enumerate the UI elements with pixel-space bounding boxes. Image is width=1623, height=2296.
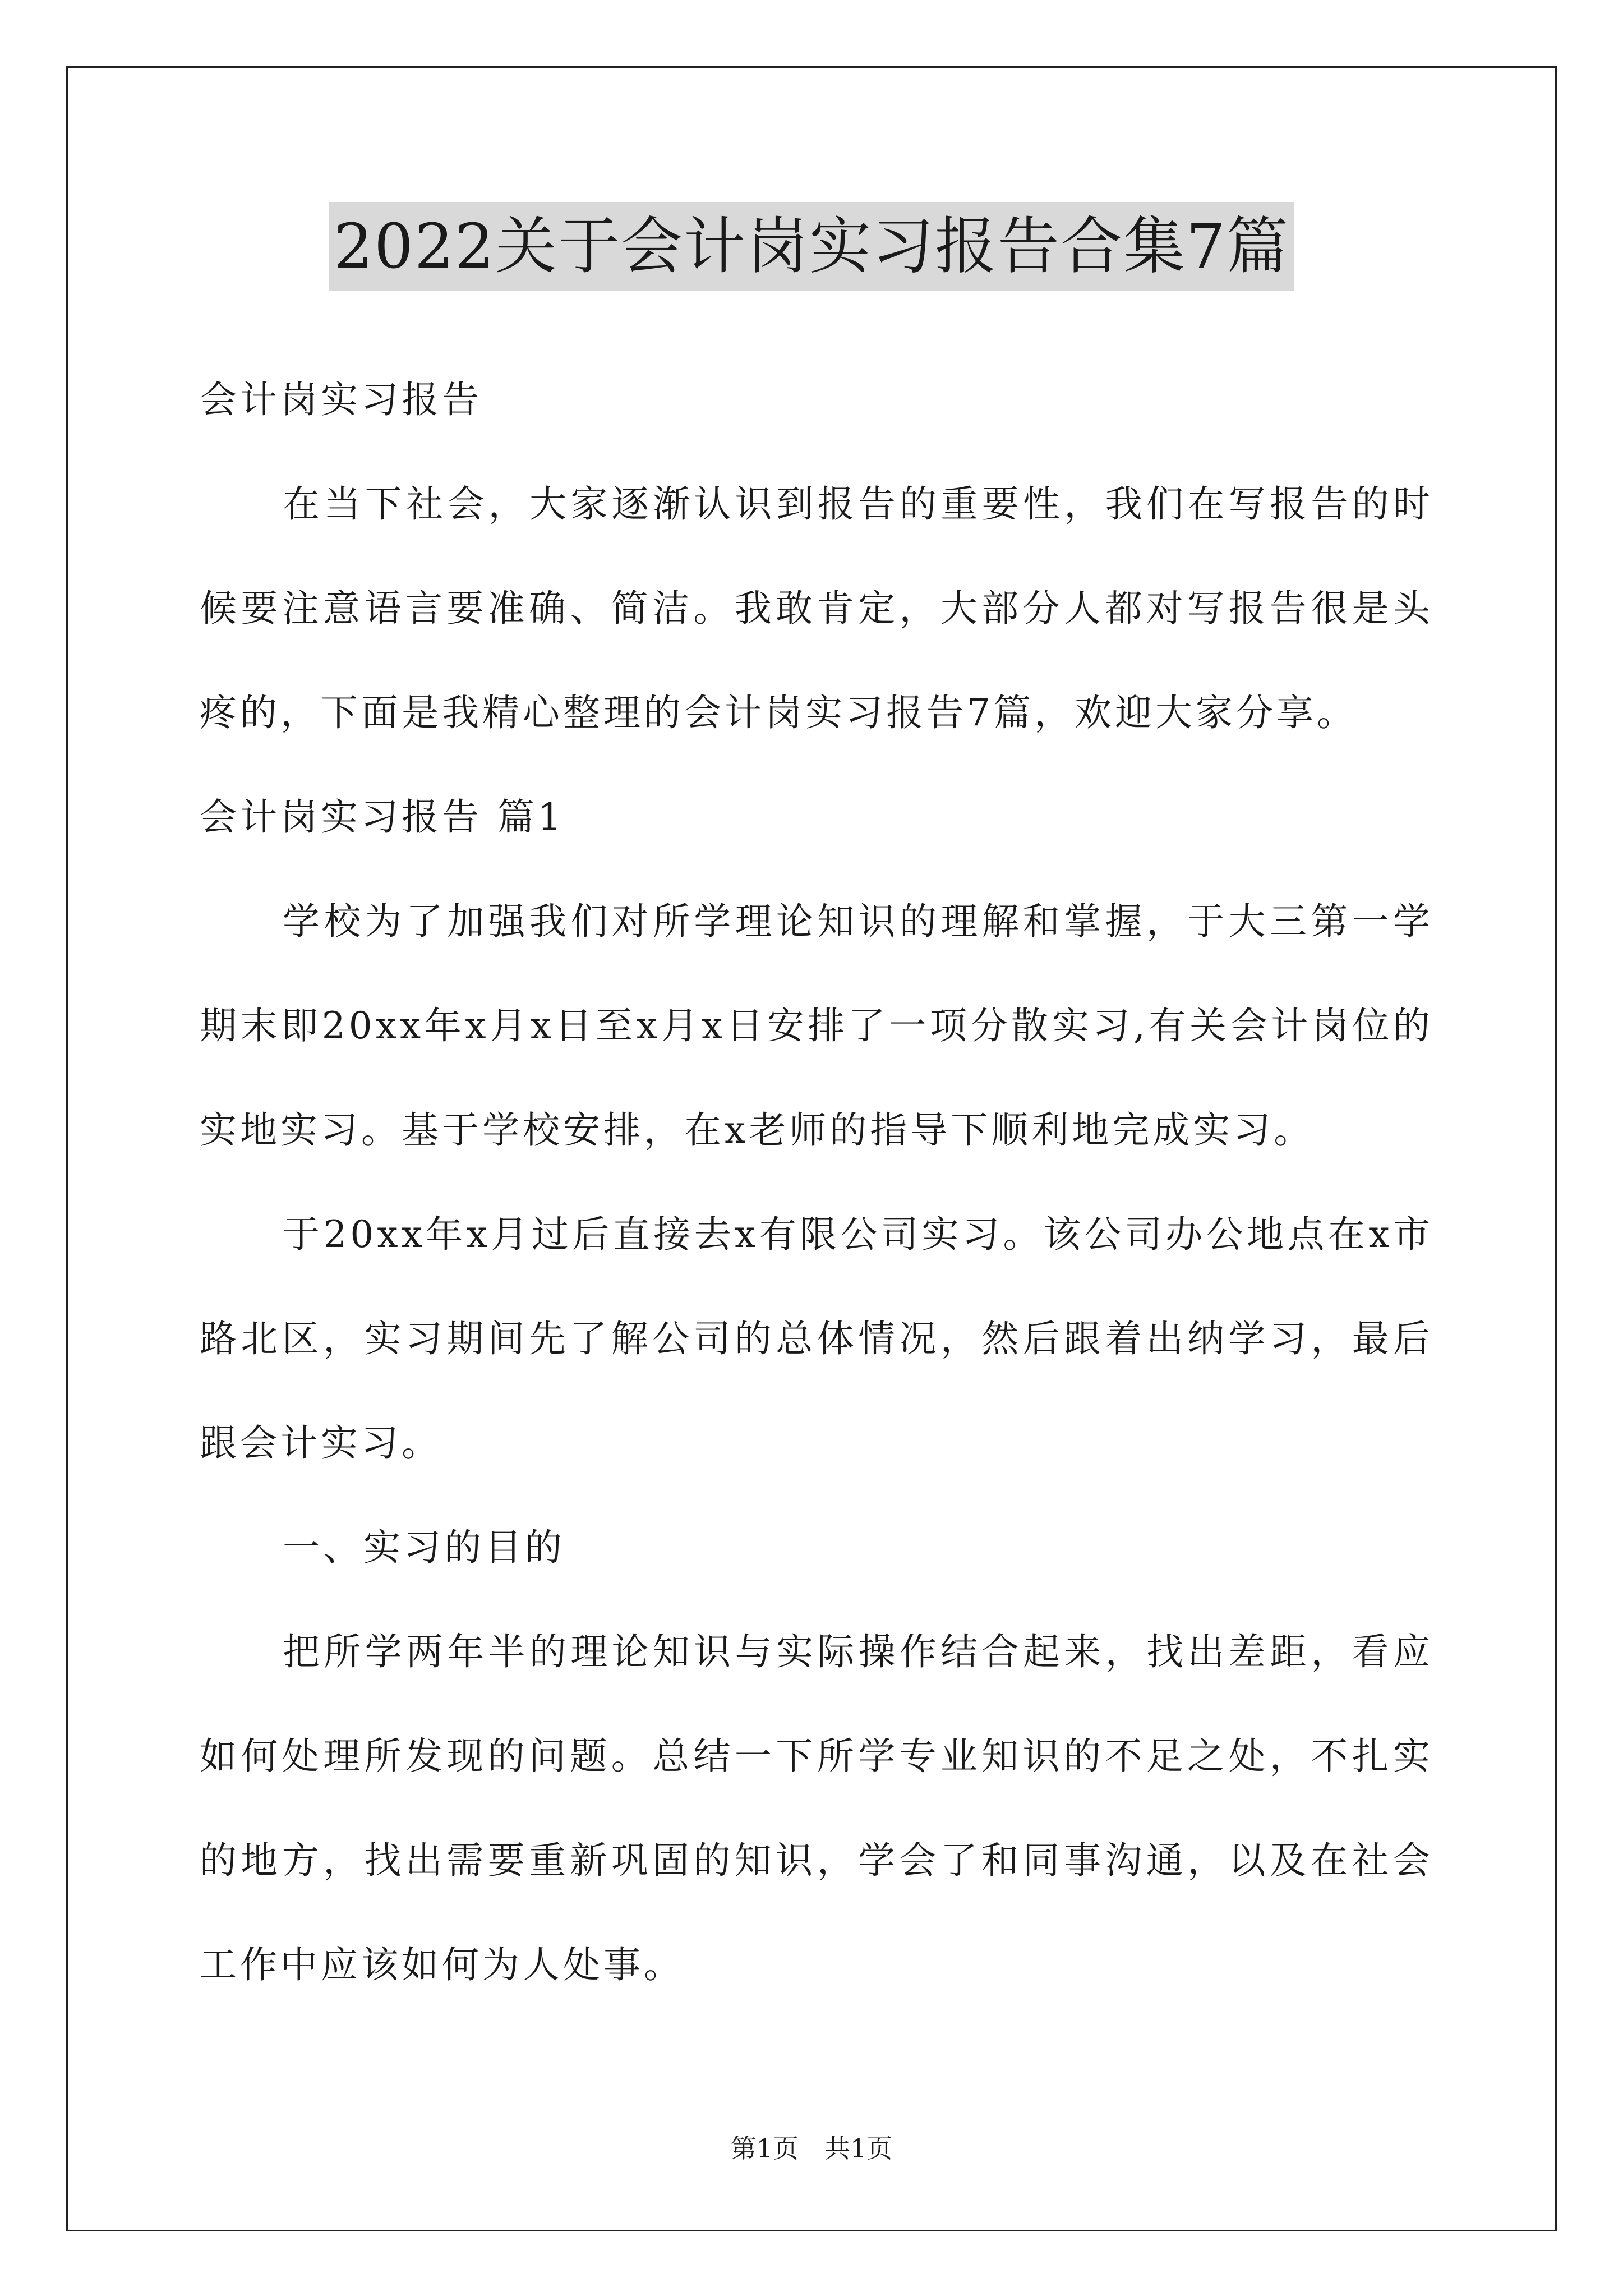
- body-paragraph: 学校为了加强我们对所学理论知识的理解和掌握，于大三第一学期末即20xx年x月x日至x月x日安排了一项分散实习,有关会计岗位的实地实习。基于学校安排，在x老师的指导下顺利地完成实习。: [200, 900, 1433, 1152]
- page-total: 共1页: [824, 2133, 893, 2164]
- intro-paragraph: 在当下社会，大家逐渐认识到报告的重要性，我们在写报告的时候要注意语言要准确、简洁。我敢肯定，大部分人都对写报告很是头疼的，下面是我精心整理的会计岗实习报告7篇，欢迎大家分享。: [200, 482, 1433, 734]
- body-paragraph: 把所学两年半的理论知识与实际操作结合起来，找出差距，看应如何处理所发现的问题。总结一下所学专业知识的不足之处，不扎实的地方，找出需要重新巩固的知识，学会了和同事沟通，以及在社会工作中应该如何为人处事。: [200, 1630, 1433, 1986]
- subsection-heading: 一、实习的目的: [283, 1526, 565, 1569]
- section-heading: 会计岗实习报告: [200, 378, 482, 421]
- document-title: 2022关于会计岗实习报告合集7篇: [329, 202, 1294, 291]
- page-footer: [0, 2132, 1623, 2165]
- section-heading: 会计岗实习报告 篇1: [200, 795, 565, 839]
- title-container: [0, 202, 1623, 291]
- body-paragraph: 于20xx年x月过后直接去x有限公司实习。该公司办公地点在x市路北区，实习期间先了解公司的总体情况，然后跟着出纳学习，最后跟会计实习。: [200, 1213, 1433, 1465]
- document-body: [200, 348, 1433, 2017]
- page-number: 第1页: [730, 2133, 799, 2164]
